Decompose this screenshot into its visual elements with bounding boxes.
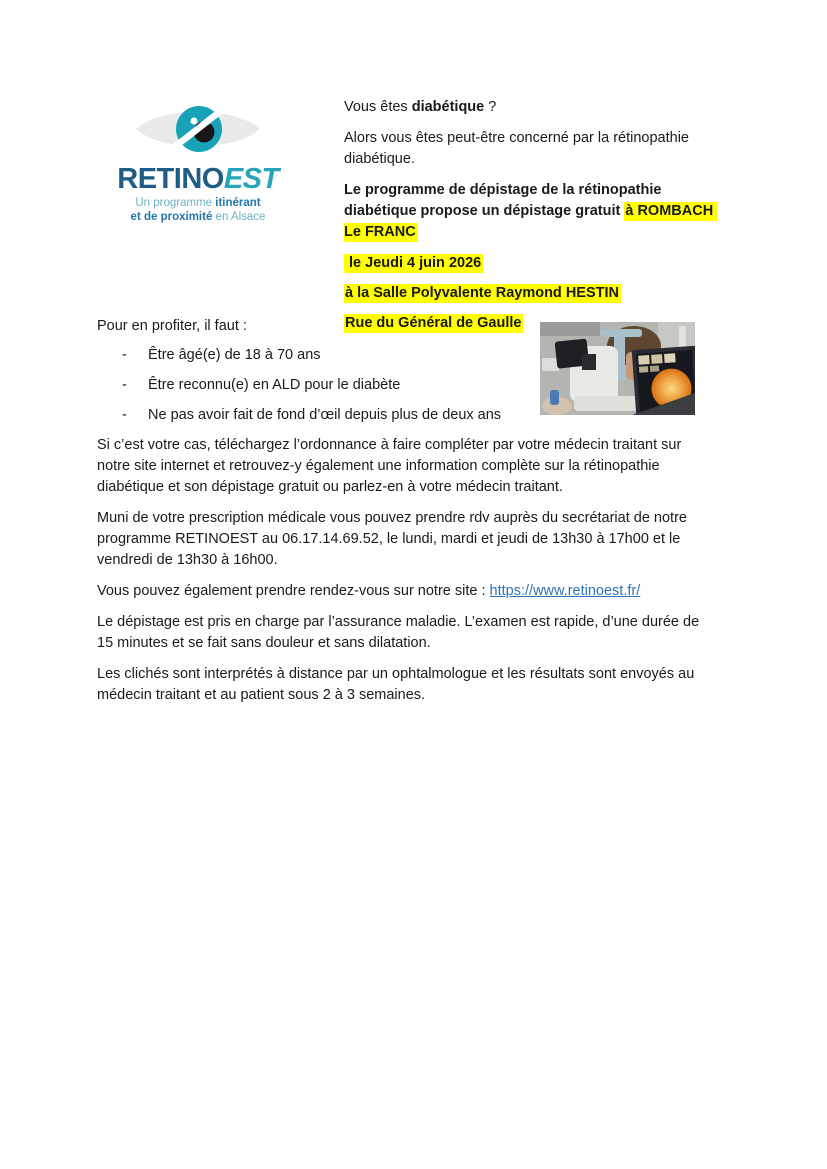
website-prefix: Vous pouvez également prendre rendez-vous sur notre site :	[97, 583, 490, 599]
brand-wordmark	[113, 164, 283, 194]
paragraph-results: Les clichés sont interprétés à distance par un ophtalmologue et les résultats sont envoyés au médecin traitant et au patient sous 2 à 3 semaines.	[97, 666, 695, 703]
brand-primary: RETINO	[117, 163, 224, 195]
paragraph-appointment: Muni de votre prescription médicale vous pouvez prendre rdv auprès du secrétariat de notre programme RETINOEST au 06.17.14.69.52, le lundi, mardi et jeudi de 13h30 à 17h00 et le vendredi de 13h30 à 16h00.	[97, 510, 687, 568]
street-highlight: Rue du Général de Gaulle	[345, 315, 522, 331]
brand-secondary: EST	[223, 163, 279, 195]
tagline-part: en Alsace	[212, 211, 266, 223]
dash-bullet: -	[122, 407, 127, 423]
paragraph-website	[97, 581, 710, 602]
program-bold: Le programme de dépistage de la rétinopathie diabétique propose un dépistage gratuit	[344, 182, 662, 219]
question-suffix: ?	[484, 99, 497, 115]
list-item	[97, 405, 710, 426]
question-bold: diabétique	[411, 99, 485, 115]
question-prefix: Vous êtes	[344, 99, 412, 115]
program-announcement	[344, 180, 720, 243]
list-item	[97, 345, 710, 366]
venue-highlight: à la Salle Polyvalente Raymond HESTIN	[345, 285, 619, 301]
dash-bullet: -	[122, 377, 127, 393]
conditions-list	[97, 345, 710, 426]
tagline-part: et de proximité	[130, 211, 213, 223]
condition-age: Être âgé(e) de 18 à 70 ans	[148, 347, 321, 363]
intro-concern: Alors vous êtes peut-être concerné par la rétinopathie diabétique.	[344, 130, 689, 167]
condition-fundus: Ne pas avoir fait de fond d’œil depuis plus de deux ans	[148, 407, 502, 423]
date-highlight: le Jeudi 4 juin 2026	[345, 255, 482, 271]
eye-logo-icon	[133, 101, 263, 164]
paragraph-coverage: Le dépistage est pris en charge par l’assurance maladie. L’examen est rapide, d’une durée de 15 minutes et se fait sans douleur et sans dilatation.	[97, 614, 700, 651]
conditions-title: Pour en profiter, il faut :	[97, 318, 247, 334]
paragraph-download: Si c’est votre cas, téléchargez l’ordonnance à faire compléter par votre médecin traitant sur notre site internet et retrouvez-y également une information complète sur la rétinopathie diabétique et son dépistage gratuit ou parlez-en à votre médecin traitant.	[97, 437, 682, 495]
dash-bullet: -	[122, 347, 127, 363]
intro-question	[344, 97, 720, 118]
tagline-part: itinérant	[215, 197, 261, 209]
intro-column	[344, 97, 720, 343]
main-content	[97, 316, 710, 716]
retinoest-logo	[113, 101, 283, 224]
brand-tagline	[113, 196, 283, 224]
date-line	[344, 253, 720, 274]
tagline-part: Un programme	[135, 197, 216, 209]
condition-ald: Être reconnu(e) en ALD pour le diabète	[148, 377, 401, 393]
location-highlight: à ROMBACH Le FRANC	[344, 203, 718, 240]
list-item	[97, 375, 710, 396]
venue-line	[344, 283, 720, 304]
website-link[interactable]: https://www.retinoest.fr/	[489, 583, 641, 599]
